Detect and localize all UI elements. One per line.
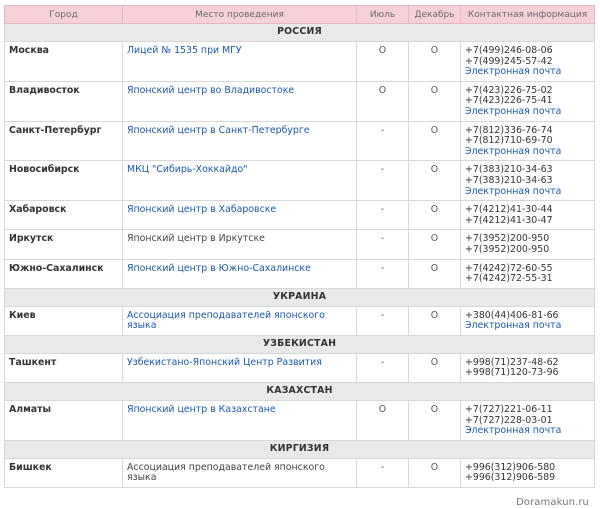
- table-row: [5, 42, 595, 82]
- contact-cell: [461, 201, 595, 230]
- phone-number: +7(727)228-03-01: [465, 414, 553, 426]
- phone-number: +7(499)245-57-42: [465, 55, 553, 67]
- contact-cell: [461, 401, 595, 441]
- country-name: УКРАИНА: [5, 288, 595, 306]
- december-mark: O: [409, 230, 461, 259]
- phone-number: +7(423)226-75-41: [465, 95, 553, 107]
- country-row: [5, 288, 595, 306]
- december-mark: O: [409, 201, 461, 230]
- table-row: [5, 81, 595, 121]
- table-row: [5, 353, 595, 382]
- contact-cell: [461, 306, 595, 335]
- venue-link[interactable]: Японский центр в Хабаровске: [123, 201, 357, 230]
- city-cell: Хабаровск: [5, 201, 123, 230]
- country-name: КАЗАХСТАН: [5, 383, 595, 401]
- city-cell: Алматы: [5, 401, 123, 441]
- july-mark: -: [357, 161, 409, 201]
- venue-cell: Ассоциация преподавателей японского языка: [123, 458, 357, 487]
- watermark: Doramakun.ru: [513, 497, 592, 508]
- country-row: [5, 24, 595, 42]
- july-mark: -: [357, 306, 409, 335]
- city-cell: Ташкент: [5, 353, 123, 382]
- venue-link[interactable]: Японский центр во Владивостоке: [123, 81, 357, 121]
- email-link[interactable]: Электронная почта: [465, 105, 562, 117]
- table-row: [5, 201, 595, 230]
- city-cell: Бишкек: [5, 458, 123, 487]
- july-mark: O: [357, 401, 409, 441]
- phone-number: +7(812)710-69-70: [465, 135, 553, 147]
- venue-link[interactable]: Японский центр в Южно-Сахалинске: [123, 259, 357, 288]
- phone-number: +380(44)406-81-66: [465, 309, 559, 321]
- phone-number: +7(383)210-34-63: [465, 174, 553, 186]
- city-cell: Южно-Сахалинск: [5, 259, 123, 288]
- table-row: [5, 161, 595, 201]
- contact-cell: [461, 121, 595, 161]
- header-city: Город: [5, 6, 123, 24]
- phone-number: +7(3952)200-950: [465, 233, 550, 245]
- phone-number: +7(4212)41-30-47: [465, 214, 553, 226]
- country-row: [5, 383, 595, 401]
- december-mark: O: [409, 42, 461, 82]
- email-link[interactable]: Электронная почта: [465, 145, 562, 157]
- contact-cell: [461, 81, 595, 121]
- country-name: РОССИЯ: [5, 24, 595, 42]
- city-cell: Новосибирск: [5, 161, 123, 201]
- table-row: [5, 259, 595, 288]
- december-mark: O: [409, 81, 461, 121]
- july-mark: -: [357, 259, 409, 288]
- december-mark: O: [409, 121, 461, 161]
- country-name: КИРГИЗИЯ: [5, 440, 595, 458]
- july-mark: O: [357, 81, 409, 121]
- phone-number: +996(312)906-580: [465, 461, 556, 473]
- venue-link[interactable]: Ассоциация преподавателей японского языка: [123, 306, 357, 335]
- venue-link[interactable]: Японский центр в Казахстане: [123, 401, 357, 441]
- july-mark: -: [357, 458, 409, 487]
- contact-cell: [461, 42, 595, 82]
- december-mark: O: [409, 353, 461, 382]
- table-row: [5, 230, 595, 259]
- venue-link[interactable]: Японский центр в Санкт-Петербурге: [123, 121, 357, 161]
- contact-cell: [461, 458, 595, 487]
- contact-cell: [461, 259, 595, 288]
- header-december: Декабрь: [409, 6, 461, 24]
- phone-number: +7(4212)41-30-44: [465, 204, 553, 216]
- exam-locations-table: [4, 5, 595, 488]
- city-cell: Москва: [5, 42, 123, 82]
- email-link[interactable]: Электронная почта: [465, 425, 562, 437]
- phone-number: +7(3952)200-950: [465, 243, 550, 255]
- december-mark: O: [409, 401, 461, 441]
- table-body: [5, 24, 595, 488]
- december-mark: O: [409, 306, 461, 335]
- december-mark: O: [409, 161, 461, 201]
- july-mark: -: [357, 230, 409, 259]
- city-cell: Санкт-Петербург: [5, 121, 123, 161]
- july-mark: O: [357, 42, 409, 82]
- venue-link[interactable]: МКЦ "Сибирь-Хоккайдо": [123, 161, 357, 201]
- phone-number: +7(423)226-75-02: [465, 84, 553, 96]
- phone-number: +7(4242)72-55-31: [465, 273, 553, 285]
- header-venue: Место проведения: [123, 6, 357, 24]
- phone-number: +7(383)210-34-63: [465, 164, 553, 176]
- city-cell: Киев: [5, 306, 123, 335]
- header-july: Июль: [357, 6, 409, 24]
- july-mark: -: [357, 201, 409, 230]
- december-mark: O: [409, 259, 461, 288]
- venue-link[interactable]: Лицей № 1535 при МГУ: [123, 42, 357, 82]
- table-row: [5, 121, 595, 161]
- july-mark: -: [357, 353, 409, 382]
- contact-cell: [461, 230, 595, 259]
- phone-number: +7(4242)72-60-55: [465, 262, 553, 274]
- header-contact: Контактная информация: [461, 6, 595, 24]
- table-header-row: [5, 6, 595, 24]
- country-name: УЗБЕКИСТАН: [5, 335, 595, 353]
- phone-number: +998(71)120-73-96: [465, 367, 559, 379]
- email-link[interactable]: Электронная почта: [465, 185, 562, 197]
- phone-number: +7(727)221-06-11: [465, 404, 553, 416]
- december-mark: O: [409, 458, 461, 487]
- venue-link[interactable]: Узбекистано-Японский Центр Развития: [123, 353, 357, 382]
- table-row: [5, 458, 595, 487]
- email-link[interactable]: Электронная почта: [465, 320, 562, 332]
- email-link[interactable]: Электронная почта: [465, 66, 562, 78]
- phone-number: +7(499)246-08-06: [465, 45, 553, 56]
- july-mark: -: [357, 121, 409, 161]
- country-row: [5, 440, 595, 458]
- phone-number: +998(71)237-48-62: [465, 356, 559, 368]
- phone-number: +996(312)906-589: [465, 472, 556, 484]
- table-row: [5, 306, 595, 335]
- contact-cell: [461, 161, 595, 201]
- contact-cell: [461, 353, 595, 382]
- table-row: [5, 401, 595, 441]
- country-row: [5, 335, 595, 353]
- phone-number: +7(812)336-76-74: [465, 124, 553, 136]
- city-cell: Владивосток: [5, 81, 123, 121]
- venue-cell: Японский центр в Иркутске: [123, 230, 357, 259]
- city-cell: Иркутск: [5, 230, 123, 259]
